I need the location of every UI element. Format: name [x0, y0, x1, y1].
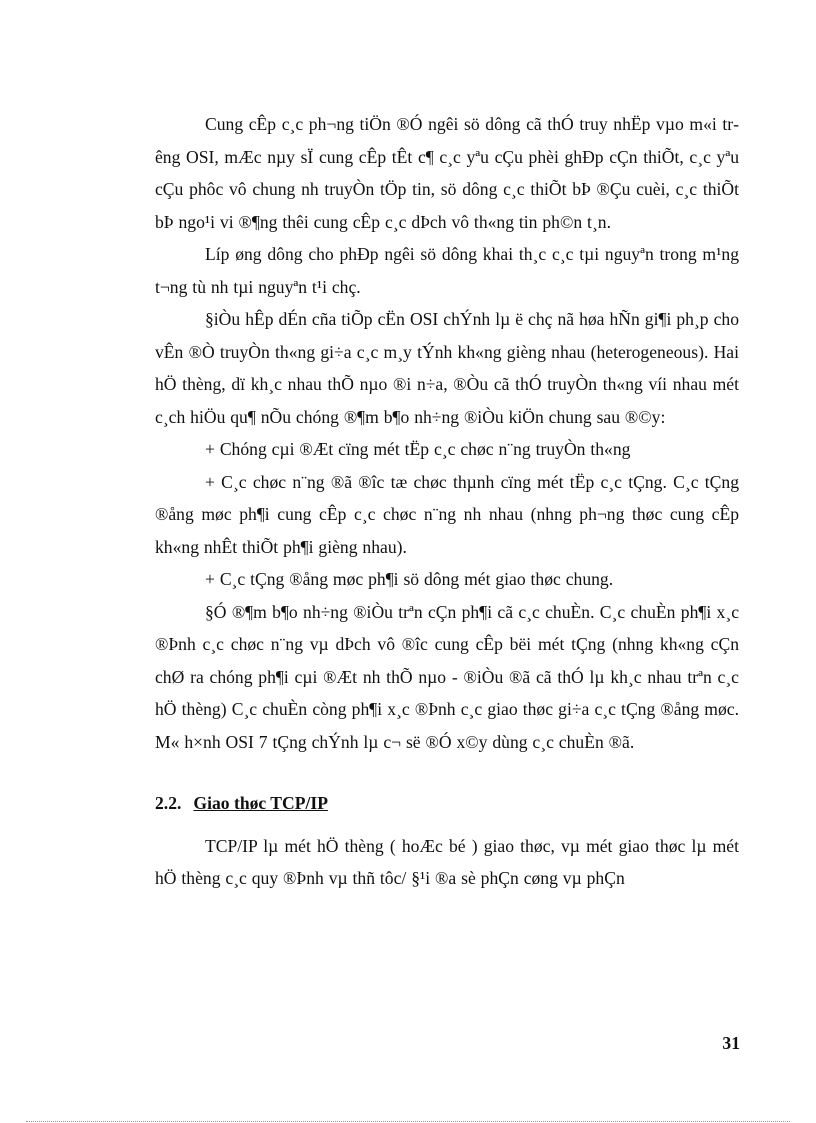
paragraph-standards: §Ó ®¶m b¶o nh÷ng ®iÒu trªn cÇn ph¶i cã c¸c chuÈn. C¸c chuÈn ph¶i x¸c ®Þnh c¸c chøc n¨ng vµ dÞch vô ®îc cung cÊp bëi mét tÇng (nhng kh«ng cÇn chØ ra chóng ph¶i cµi ®Æt nh thÕ nµo - ®iÒu ®ã cã thÓ lµ kh¸c nhau trªn c¸c hÖ thèng) C¸c chuÈn còng ph¶i x¸c ®Þnh c¸c giao thøc gi÷a c¸c tÇng ®ång møc. M« h×nh OSI 7 tÇng chÝnh lµ c¬ së ®Ó x©y dùng c¸c chuÈn ®ã. — [155, 601, 739, 752]
section-heading — [155, 787, 739, 820]
paragraph-application-layer-services: Cung cÊp c¸c ph¬ng tiÖn ®Ó ngêi sö dông cã thÓ truy nhËp vµo m«i trêng OSI, mÆc nµy sÏ cung cÊp tÊt c¶ c¸c yªu cÇu phèi ghÐp cÇn thiÕt, c¸c yªu cÇu phôc vô chung nh truyÒn tÖp tin, sö dông c¸c thiÕt bÞ ®Çu cuèi, c¸c thiÕt bÞ ngo¹i vi ®¶ng thêi cung cÊp c¸c dÞch vô th«ng tin ph©n t¸n. — [155, 114, 739, 232]
section-number: 2.2. — [155, 793, 182, 813]
page-body — [155, 108, 739, 895]
paragraph-osi-appeal: §iÒu hÊp dÉn cña tiÕp cËn OSI chÝnh lµ ë chç nã høa hÑn gi¶i ph¸p cho vÊn ®Ò truyÒn th«ng gi÷a c¸c m¸y tÝnh kh«ng gièng nhau (heterogeneous). Hai hÖ thèng, dï kh¸c nhau thÕ nµo ®i n÷a, ®Òu cã thÓ truyÒn th«ng víi nhau mét c¸ch hiÖu qu¶ nÕu chóng ®¶m b¶o nh÷ng ®iÒu kiÖn chung sau ®©y: — [155, 309, 739, 427]
paragraph-tcpip-intro: TCP/IP lµ mét hÖ thèng ( hoÆc bé ) giao thøc, vµ mét giao thøc lµ mét hÖ thèng c¸c quy ®Þnh vµ thñ tôc/ §¹i ®a sè phÇn cøng vµ phÇn — [155, 835, 739, 888]
section-title: Giao thøc TCP/IP — [193, 793, 328, 813]
list-item-same-functions: + Chóng cµi ®Æt cïng mét tËp c¸c chøc n¨ng truyÒn th«ng — [205, 439, 631, 459]
list-item-common-protocol: + C¸c tÇng ®ång møc ph¶i sö dông mét giao thøc chung. — [205, 569, 614, 589]
page-number: 31 — [722, 1033, 740, 1053]
paragraph-resource-access: Líp øng dông cho phÐp ngêi sö dông khai th¸c c¸c tµi nguyªn trong m¹ng t¬ng tù nh tµi nguyªn t¹i chç. — [155, 244, 739, 297]
footer-divider — [26, 1121, 790, 1122]
list-item-same-layers: + C¸c chøc n¨ng ®ã ®îc tæ chøc thµnh cïng mét tËp c¸c tÇng. C¸c tÇng ®ång møc ph¶i cung cÊp c¸c chøc n¨ng nh nhau (nhng ph¬ng thøc cung cÊp kh«ng nhÊt thiÕt ph¶i gièng nhau). — [155, 471, 739, 557]
